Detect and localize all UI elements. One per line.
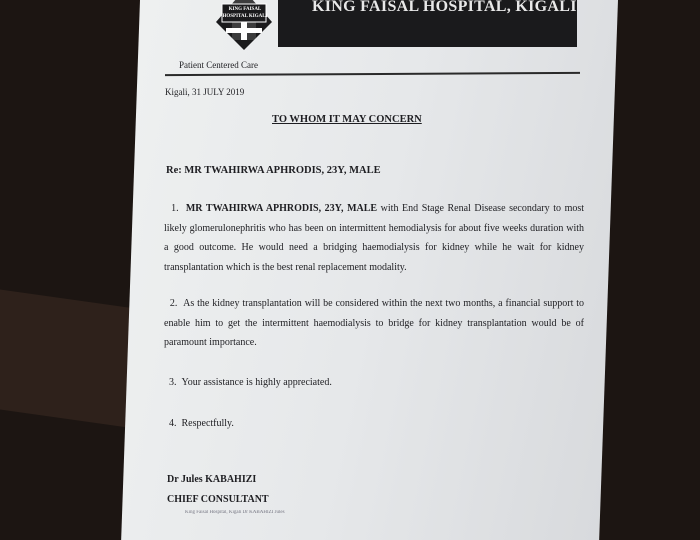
header-divider xyxy=(165,72,580,76)
letter-heading: TO WHOM IT MAY CONCERN xyxy=(272,114,422,125)
official-stamp: King Faisal Hospital, Kigali Dr KABAHIZI Jules xyxy=(185,510,285,515)
letter-date: Kigali, 31 JULY 2019 xyxy=(165,87,245,97)
paragraph-4: 4. Respectfully. xyxy=(169,418,234,429)
paragraph-3: 3. Your assistance is highly appreciated. xyxy=(169,377,332,388)
paragraph-2: 2. As the kidney transplantation will be considered within the next two months, a financial support to enable him to get the intermittent haemodialysis to bridge for kidney transplantation would be of paramount importance. xyxy=(164,298,585,348)
tagline: Patient Centered Care xyxy=(179,60,258,70)
re-line: Re: MR TWAHIRWA APHRODIS, 23Y, MALE xyxy=(166,165,381,176)
hospital-name: KING FAISAL HOSPITAL, KIGALI xyxy=(312,0,577,15)
signatory-title: CHIEF CONSULTANT xyxy=(167,494,269,505)
logo-text: KING FAISAL HOSPITAL KIGALI xyxy=(222,7,268,19)
signatory-name: Dr Jules KABAHIZI xyxy=(167,474,257,485)
paragraph-1: 1. MR TWAHIRWA APHRODIS, 23Y, MALE with End Stage Renal Disease secondary to most likely glomerulonephritis who has been on intermittent hemodialysis for about five weeks duration with a good outcome. He would need a bridging haemodialysis for kidney while he wait for kidney transplantation which is the best renal replacement modality. xyxy=(164,203,585,273)
